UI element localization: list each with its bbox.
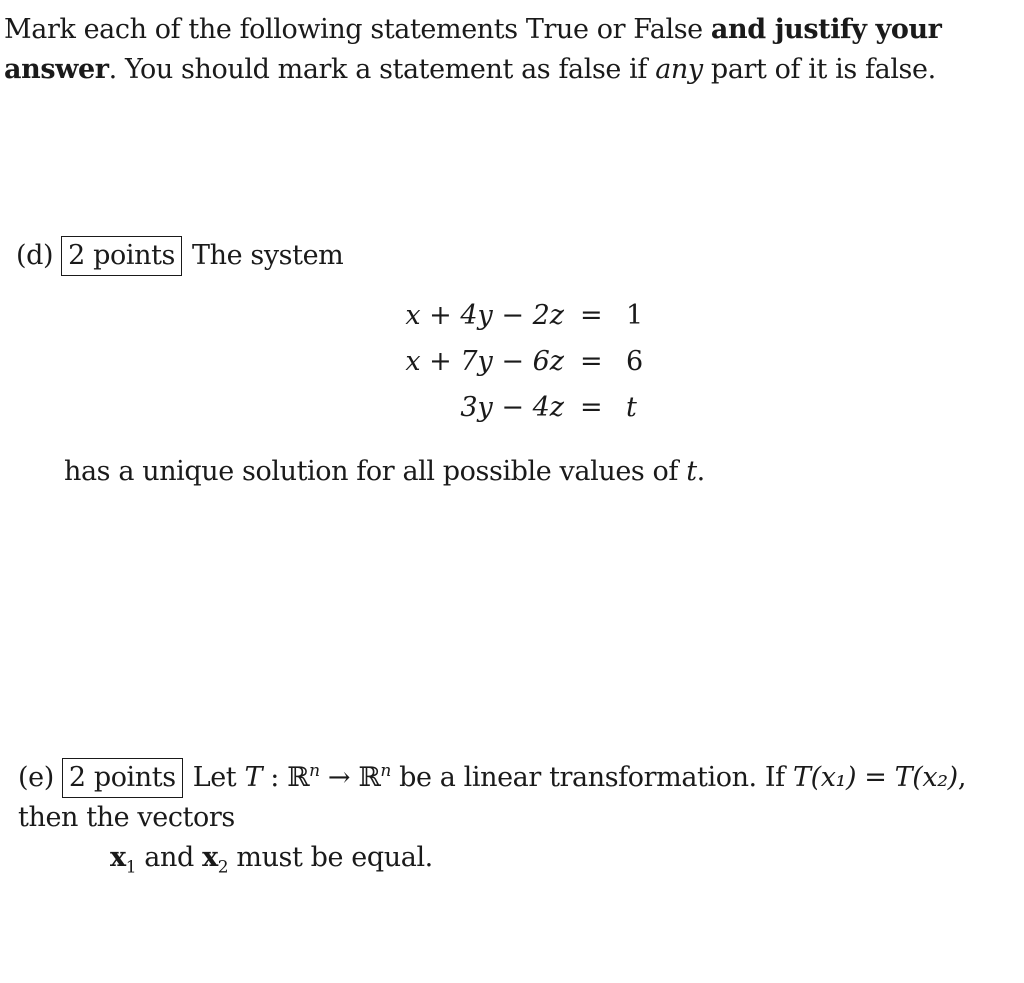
colon: :: [262, 762, 288, 793]
and-word: and: [136, 842, 203, 873]
equation-rhs: 1: [626, 300, 644, 331]
instructions-text-2: . You should mark a statement as false if: [108, 54, 656, 85]
problem-e-points-box: 2 points: [62, 758, 183, 798]
arrow: →: [319, 762, 359, 793]
instructions-italic: any: [655, 54, 703, 85]
problem-d-label: (d): [16, 240, 54, 271]
conclusion-text: has a unique solution for all possible values of: [64, 456, 687, 487]
problem-d-conclusion: [64, 456, 705, 487]
problem-d: [16, 236, 1016, 276]
equation-row: [400, 392, 660, 438]
problem-d-points-box: 2 points: [61, 236, 182, 276]
equality-expression: T(x₁) = T(x₂): [792, 762, 958, 793]
problem-e-text-3: , then the vectors: [18, 762, 966, 833]
problem-e-text-2: be a linear transformation. If: [390, 762, 793, 793]
vector-x2: x: [202, 842, 218, 873]
problem-e-label: (e): [18, 762, 54, 793]
equation-lhs: x + 4y − 2z: [405, 300, 564, 331]
codomain-exponent: n: [380, 761, 391, 781]
equation-system: [400, 300, 660, 438]
instructions-text-3: part of it is false.: [702, 54, 936, 85]
equation-lhs: 3y − 4z: [460, 392, 564, 423]
instructions-bold: and justify your answer: [4, 14, 942, 85]
vector-x1-subscript: 1: [125, 857, 137, 878]
codomain-symbol: ℝ: [358, 762, 381, 793]
equals-sign: =: [580, 392, 603, 423]
equals-sign: =: [580, 300, 603, 331]
equation-lhs: x + 7y − 6z: [405, 346, 564, 377]
vectors-word: [110, 838, 433, 887]
equals-sign: =: [580, 346, 603, 377]
vector-x1: x: [110, 842, 126, 873]
conclusion-period: .: [696, 456, 705, 487]
domain-exponent: n: [309, 761, 320, 781]
problem-e-text-1: Let: [192, 762, 245, 793]
equation-row: [400, 346, 660, 392]
instructions: [4, 10, 1014, 90]
domain-symbol: ℝ: [287, 762, 310, 793]
equation-row: [400, 300, 660, 346]
problem-e-text-4: must be equal.: [228, 842, 433, 873]
equation-rhs: t: [626, 392, 637, 423]
equation-rhs: 6: [626, 346, 644, 377]
instructions-text-1: Mark each of the following statements True or False: [4, 14, 711, 45]
problem-e: [18, 751, 1018, 887]
conclusion-variable: t: [686, 456, 697, 487]
transformation-symbol: T: [244, 762, 263, 793]
vector-x2-subscript: 2: [217, 857, 229, 878]
problem-d-lead: The system: [192, 240, 344, 271]
